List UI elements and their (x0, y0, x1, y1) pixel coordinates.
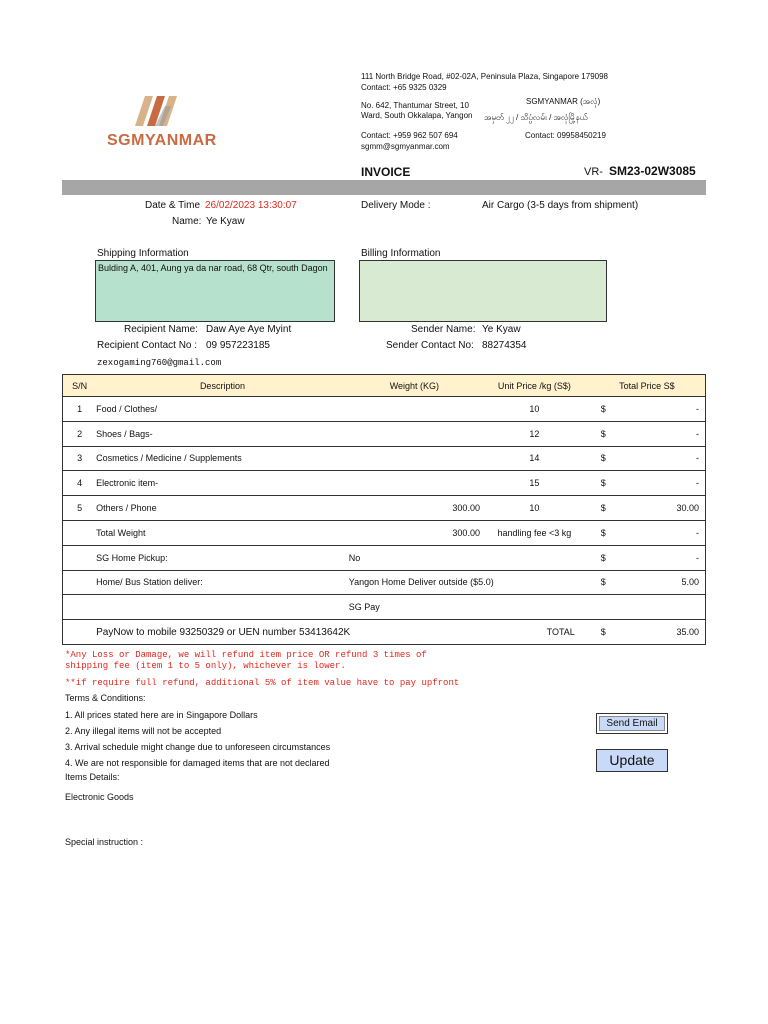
empty-cell (63, 545, 97, 570)
row-description: Food / Clothes/ (96, 397, 349, 422)
update-button[interactable]: Update (596, 749, 668, 772)
row-unit-price: 12 (480, 421, 589, 446)
pickup-row (63, 545, 706, 570)
delivery-value: Air Cargo (3-5 days from shipment) (482, 200, 639, 211)
row-description: Electronic item- (96, 471, 349, 496)
pickup-total: - (618, 545, 706, 570)
items-details-value[interactable]: Electronic Goods (65, 792, 134, 802)
recipient-contact-label: Recipient Contact No : (97, 340, 198, 351)
table-header-row (63, 375, 706, 397)
handling-fee-value: - (618, 520, 706, 545)
sg-pay-row (63, 595, 706, 620)
row-currency: $ (589, 471, 618, 496)
mm-branch-name: SGMYANMAR (အလုံ) (526, 97, 601, 106)
row-weight[interactable]: 300.00 (349, 496, 480, 521)
vr-label: VR- (584, 166, 603, 178)
total-weight-label: Total Weight (96, 520, 349, 545)
deliver-currency: $ (589, 570, 618, 595)
terms-item: 3. Arrival schedule might change due to unforeseen circumstances (65, 742, 331, 752)
deliver-label: Home/ Bus Station deliver: (96, 570, 349, 595)
pickup-label: SG Home Pickup: (96, 545, 349, 570)
table-row (63, 397, 706, 422)
row-description: Others / Phone (96, 496, 349, 521)
company-logo-icon (135, 96, 179, 126)
total-row (63, 620, 706, 645)
table-row (63, 446, 706, 471)
table-row (63, 496, 706, 521)
row-description: Cosmetics / Medicine / Supplements (96, 446, 349, 471)
total-weight-value: 300.00 (349, 520, 480, 545)
recipient-name: Daw Aye Aye Myint (206, 324, 292, 335)
vr-number: SM23-02W3085 (609, 164, 696, 178)
handling-currency: $ (589, 520, 618, 545)
row-description: Shoes / Bags- (96, 421, 349, 446)
recipient-name-label: Recipient Name: (124, 324, 198, 335)
refund-note: *Any Loss or Damage, we will refund item price OR refund 3 times of shipping fee (item 1 to 5 only), whichever is lower. (65, 650, 427, 671)
row-total: 30.00 (618, 496, 706, 521)
sender-name-label: Sender Name: (411, 324, 476, 335)
row-unit-price: 14 (480, 446, 589, 471)
mm-branch-contact: Contact: 09958450219 (525, 131, 606, 140)
sg-address: 111 North Bridge Road, #02-02A, Peninsula Plaza, Singapore 179098 (361, 72, 608, 81)
invoice-table (62, 374, 706, 645)
row-weight[interactable] (349, 397, 480, 422)
name-value: Ye Kyaw (206, 216, 245, 227)
row-currency: $ (589, 397, 618, 422)
terms-item: 4. We are not responsible for damaged items that are not declared (65, 758, 330, 768)
header-bar (62, 180, 706, 195)
row-total: - (618, 446, 706, 471)
row-currency: $ (589, 421, 618, 446)
sender-name: Ye Kyaw (482, 324, 521, 335)
shipping-address-field[interactable]: Bulding A, 401, Aung ya da nar road, 68 Qtr, south Dagon (95, 260, 335, 322)
company-logo-text: SGMYANMAR (107, 132, 217, 149)
row-total: - (618, 421, 706, 446)
delivery-label: Delivery Mode : (361, 200, 431, 211)
shipping-label: Shipping Information (97, 248, 189, 259)
paynow-text: PayNow to mobile 93250329 or UEN number 53413642K (96, 620, 480, 645)
company-email: sgmm@sgmyanmar.com (361, 142, 450, 151)
row-unit-price: 15 (480, 471, 589, 496)
mm-address-line1: No. 642, Thantumar Street, 10 (361, 101, 469, 110)
deliver-value[interactable]: Yangon Home Deliver outside ($5.0) (349, 570, 589, 595)
row-unit-price: 10 (480, 496, 589, 521)
sg-pay-label: SG Pay (349, 595, 706, 620)
table-row (63, 421, 706, 446)
total-value: 35.00 (618, 620, 706, 645)
row-weight[interactable] (349, 471, 480, 496)
header-weight: Weight (KG) (349, 375, 480, 397)
row-total: - (618, 397, 706, 422)
sg-contact: Contact: +65 9325 0329 (361, 83, 447, 92)
empty-cell (63, 520, 97, 545)
recipient-email: zexogaming760@gmail.com (97, 358, 222, 368)
terms-item: 1. All prices stated here are in Singapore Dollars (65, 710, 258, 720)
terms-title: Terms & Conditions: (65, 693, 146, 703)
full-refund-note: **if require full refund, additional 5% of item value have to pay upfront (65, 678, 460, 688)
header-total-price: Total Price S$ (589, 375, 706, 397)
empty-cell (63, 595, 97, 620)
pickup-currency: $ (589, 545, 618, 570)
total-label: TOTAL (480, 620, 589, 645)
special-instruction-label: Special instruction : (65, 837, 144, 847)
header-unit-price: Unit Price /kg (S$) (480, 375, 589, 397)
date-label: Date & Time (145, 200, 201, 211)
empty-cell (63, 620, 97, 645)
total-weight-row (63, 520, 706, 545)
table-row (63, 471, 706, 496)
row-sn: 5 (63, 496, 97, 521)
pickup-value[interactable]: No (349, 545, 589, 570)
send-email-button[interactable]: Send Email (596, 713, 668, 734)
row-weight[interactable] (349, 421, 480, 446)
empty-cell (63, 570, 97, 595)
row-sn: 1 (63, 397, 97, 422)
row-currency: $ (589, 446, 618, 471)
row-sn: 4 (63, 471, 97, 496)
total-currency: $ (589, 620, 618, 645)
date-value: 26/02/2023 13:30:07 (205, 200, 297, 211)
row-unit-price: 10 (480, 397, 589, 422)
deliver-total: 5.00 (618, 570, 706, 595)
name-label: Name: (172, 216, 202, 227)
terms-item: 2. Any illegal items will not be accepted (65, 726, 222, 736)
billing-address-field[interactable] (359, 260, 607, 322)
empty-cell (96, 595, 349, 620)
delivery-row (63, 570, 706, 595)
row-weight[interactable] (349, 446, 480, 471)
invoice-title: INVOICE (361, 165, 411, 179)
row-sn: 3 (63, 446, 97, 471)
recipient-contact: 09 957223185 (206, 340, 270, 351)
row-total: - (618, 471, 706, 496)
items-details-label: Items Details: (65, 772, 120, 782)
row-currency: $ (589, 496, 618, 521)
mm-branch-address: အမှတ် ၂၂ / သိပ္ပံလမ်း / အလုံမြို့နယ် (484, 113, 588, 122)
header-sn: S/N (63, 375, 97, 397)
mm-address-line2: Ward, South Okkalapa, Yangon (361, 111, 473, 120)
row-sn: 2 (63, 421, 97, 446)
mm-contact: Contact: +959 962 507 694 (361, 131, 458, 140)
billing-label: Billing Information (361, 248, 441, 259)
header-description: Description (96, 375, 349, 397)
handling-fee-label: handling fee <3 kg (480, 520, 589, 545)
sender-contact-label: Sender Contact No: (386, 340, 474, 351)
sender-contact: 88274354 (482, 340, 527, 351)
